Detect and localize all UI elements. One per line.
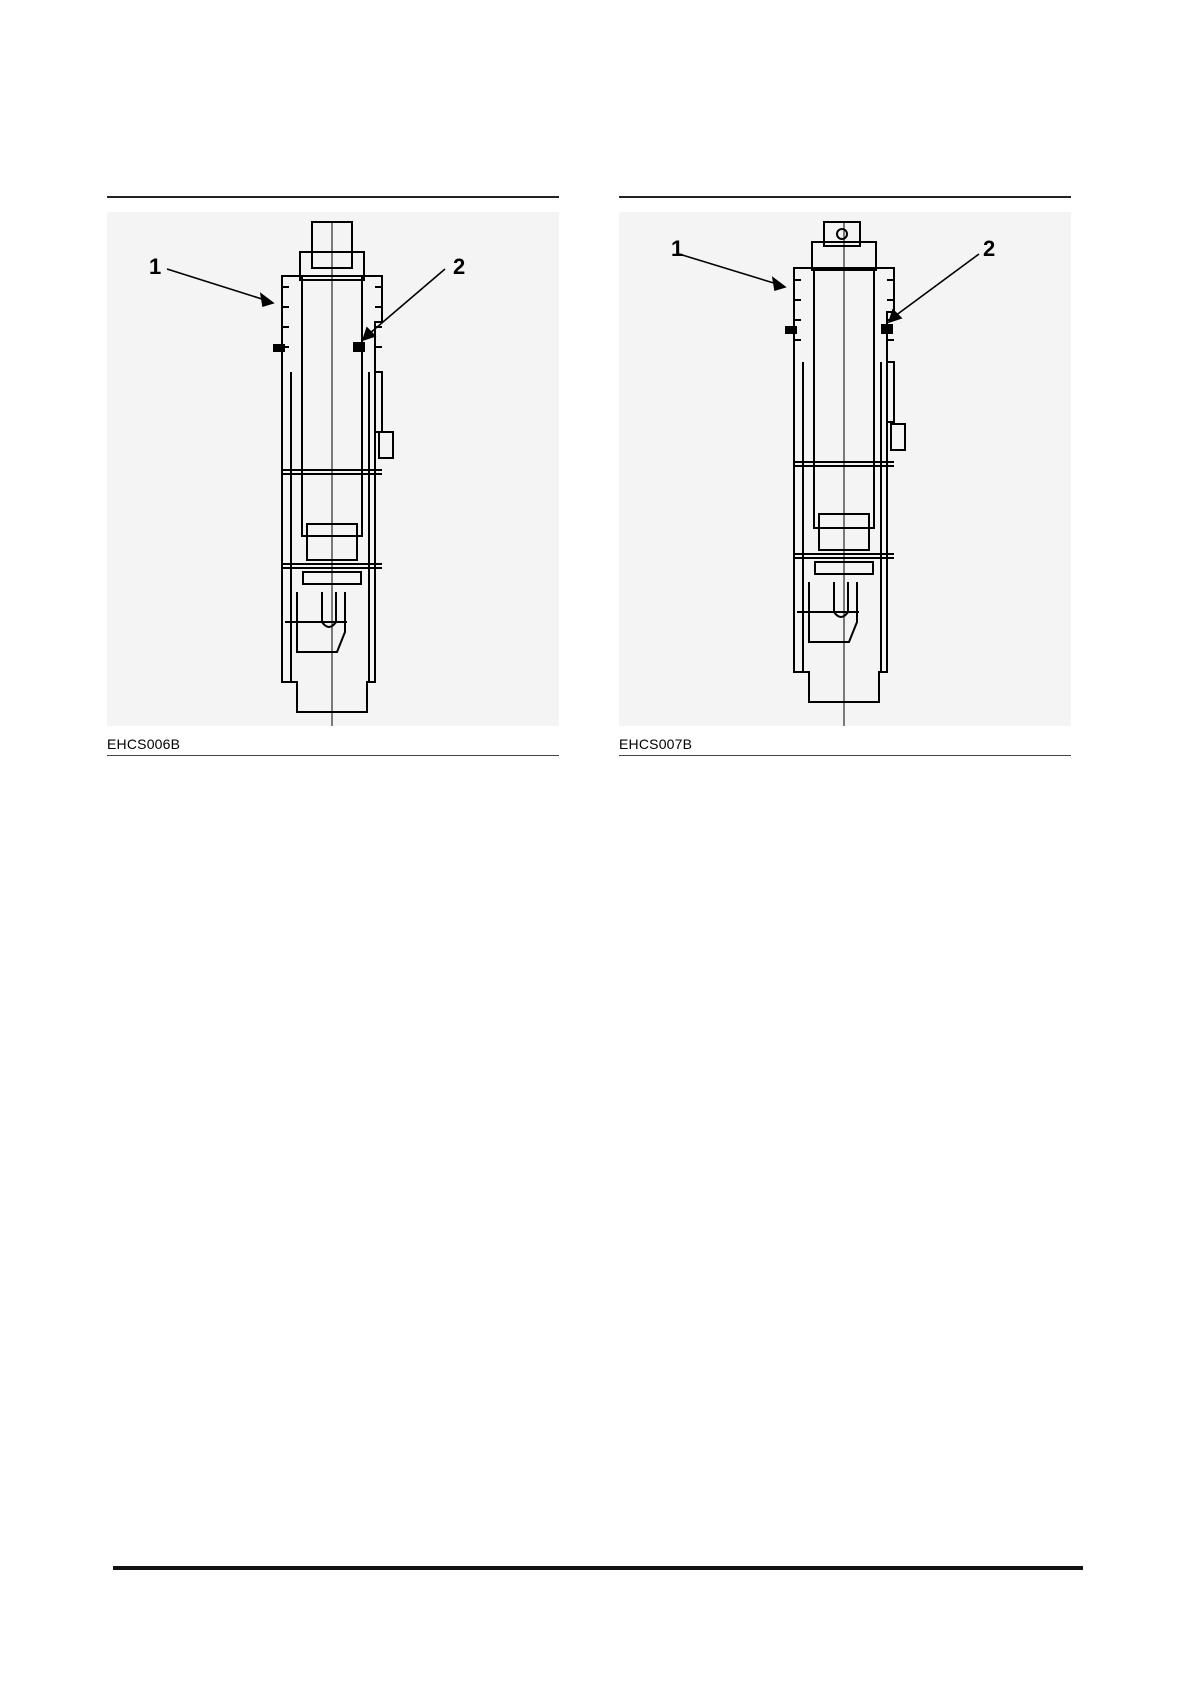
- figure-caption: EHCS006B: [107, 736, 181, 752]
- drawing-background: [619, 212, 1071, 726]
- grease-nipple-right: [353, 342, 365, 352]
- grease-nipple-left: [273, 344, 285, 352]
- figure-caption: EHCS007B: [619, 736, 693, 752]
- callout-1: 1: [671, 236, 684, 261]
- callout-2: 2: [983, 236, 996, 261]
- figure-bottom-rule: [107, 755, 559, 756]
- figure-ehcs007b: [619, 196, 1071, 756]
- cylinder-section-drawing: [619, 212, 1071, 726]
- cylinder-section-drawing: [107, 212, 559, 726]
- grease-nipple-left: [785, 326, 797, 334]
- figure-ehcs006b: [107, 196, 559, 756]
- figure-top-rule: [619, 196, 1071, 198]
- footer-rule: [113, 1566, 1083, 1570]
- figure-bottom-rule: [619, 755, 1071, 756]
- callout-1: 1: [149, 254, 162, 279]
- grease-nipple-right: [881, 324, 893, 334]
- callout-2: 2: [453, 254, 466, 279]
- figure-top-rule: [107, 196, 559, 198]
